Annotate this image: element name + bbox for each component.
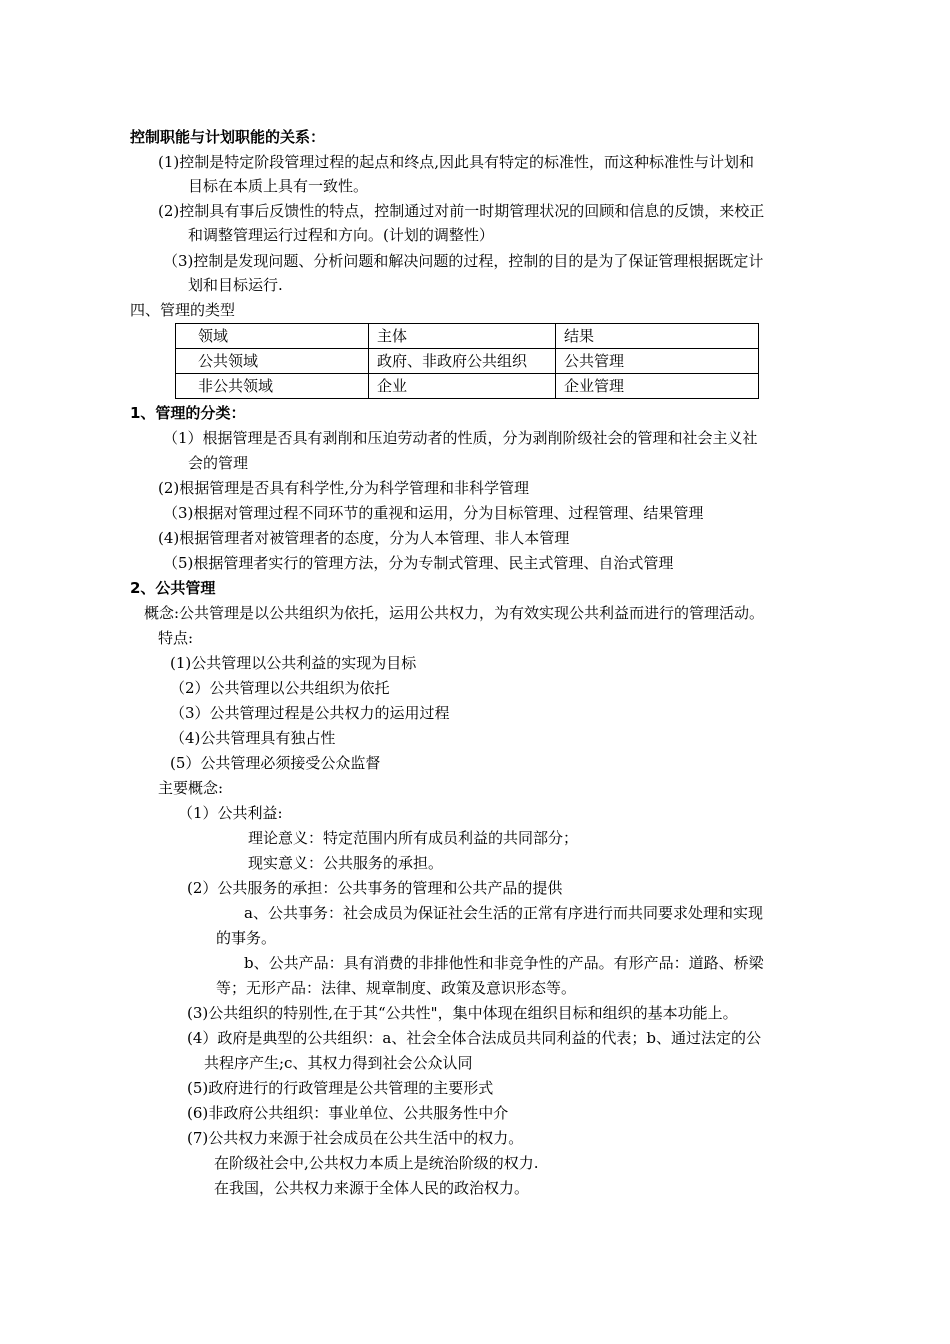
- list-item: （5)根据管理者实行的管理方法，分为专制式管理、民主式管理、自治式管理: [163, 554, 674, 572]
- management-types-table: [175, 323, 759, 399]
- table-cell: 公共管理: [556, 349, 759, 374]
- section-title-classify: 1、管理的分类：: [130, 404, 246, 422]
- paragraph-line: 目标在本质上具有一致性。: [188, 177, 369, 195]
- concept-item: (3)公共组织的特别性,在于其“公共性"，集中体现在组织目标和组织的基本功能上。: [187, 1004, 738, 1022]
- paragraph-line: 和调整管理运行过程和方向。(计划的调整性）: [188, 226, 494, 244]
- table-cell: 企业管理: [556, 374, 759, 399]
- list-item: (2)根据管理是否具有科学性,分为科学管理和非科学管理: [158, 479, 530, 497]
- table-header-cell: 领域: [176, 324, 369, 349]
- section-title-control: 控制职能与计划职能的关系：: [130, 128, 326, 146]
- section-title-public: 2、公共管理: [130, 579, 216, 597]
- feature-item: (1)公共管理以公共利益的实现为目标: [170, 654, 417, 672]
- feature-item: （2）公共管理以公共组织为依托: [170, 679, 390, 697]
- concept-item: (2）公共服务的承担：公共事务的管理和公共产品的提供: [187, 879, 563, 897]
- concept-item: (5)政府进行的行政管理是公共管理的主要形式: [187, 1079, 494, 1097]
- table-cell: 政府、非政府公共组织: [369, 349, 556, 374]
- list-item: (4)根据管理者对被管理者的态度，分为人本管理、非人本管理: [158, 529, 570, 547]
- concept-subitem: b、公共产品：具有消费的非排他性和非竞争性的产品。有形产品：道路、桥梁: [244, 954, 764, 972]
- concept-item: (6)非政府公共组织：事业单位、公共服务性中介: [187, 1104, 509, 1122]
- list-item: （1）根据管理是否具有剥削和压迫劳动者的性质，分为剥削阶级社会的管理和社会主义社: [163, 429, 758, 447]
- concept-subitem: 现实意义：公共服务的承担。: [248, 854, 444, 872]
- paragraph-line: （3)控制是发现问题、分析问题和解决问题的过程，控制的目的是为了保证管理根据既定计: [163, 252, 764, 270]
- concept-subitem: 在我国，公共权力来源于全体人民的政治权力。: [214, 1179, 530, 1197]
- list-item: 会的管理: [188, 454, 249, 472]
- concept-subitem: 在阶级社会中,公共权力本质上是统治阶级的权力.: [214, 1154, 539, 1172]
- table-header-cell: 主体: [369, 324, 556, 349]
- concept-item: （1）公共利益:: [178, 804, 283, 822]
- table-cell: 公共领域: [176, 349, 369, 374]
- section-heading-types: 四、管理的类型: [130, 301, 236, 319]
- paragraph-line: (2)控制具有事后反馈性的特点，控制通过对前一时期管理状况的回顾和信息的反馈，来校正: [158, 202, 765, 220]
- concept-line: 概念:公共管理是以公共组织为依托，运用公共权力，为有效实现公共利益而进行的管理活动。: [144, 604, 765, 622]
- main-concepts-label: 主要概念:: [158, 779, 224, 797]
- features-label: 特点:: [158, 629, 194, 647]
- feature-item: (5）公共管理必须接受公众监督: [170, 754, 381, 772]
- list-item: （3)根据对管理过程不同环节的重视和运用，分为目标管理、过程管理、结果管理: [163, 504, 704, 522]
- table-header-row: [176, 324, 759, 349]
- table-row: [176, 374, 759, 399]
- table-header-cell: 结果: [556, 324, 759, 349]
- feature-item: （4)公共管理具有独占性: [170, 729, 336, 747]
- concept-subitem: a、公共事务：社会成员为保证社会生活的正常有序进行而共同要求处理和实现: [244, 904, 763, 922]
- concept-item: (7)公共权力来源于社会成员在公共生活中的权力。: [187, 1129, 524, 1147]
- paragraph-line: (1)控制是特定阶段管理过程的起点和终点,因此具有特定的标准性，而这种标准性与计划和: [158, 153, 755, 171]
- concept-subitem: 的事务。: [216, 929, 277, 947]
- table-cell: 企业: [369, 374, 556, 399]
- concept-item: (4）政府是典型的公共组织：a、社会全体合法成员共同利益的代表；b、通过法定的公: [187, 1029, 761, 1047]
- concept-subitem: 等；无形产品：法律、规章制度、政策及意识形态等。: [216, 979, 577, 997]
- table-cell: 非公共领域: [176, 374, 369, 399]
- table-row: [176, 349, 759, 374]
- paragraph-line: 划和目标运行.: [188, 276, 283, 294]
- concept-subitem: 理论意义：特定范围内所有成员利益的共同部分；: [248, 829, 579, 847]
- concept-item: 共程序产生;c、其权力得到社会公众认同: [204, 1054, 473, 1072]
- feature-item: （3）公共管理过程是公共权力的运用过程: [170, 704, 450, 722]
